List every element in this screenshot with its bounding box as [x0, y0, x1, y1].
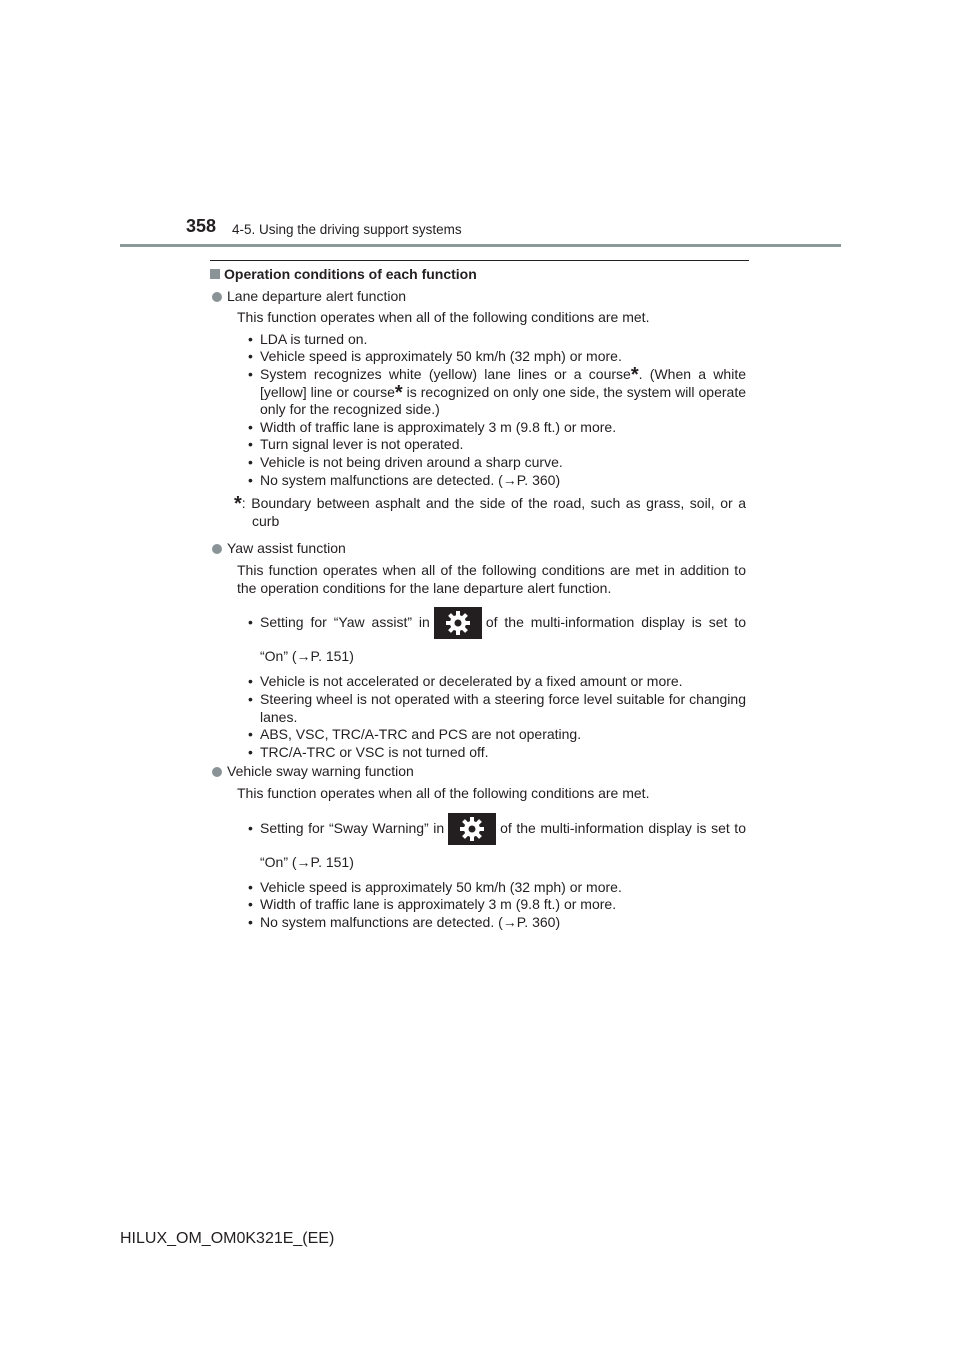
- document-code: HILUX_OM_OM0K321E_(EE): [120, 1230, 335, 1247]
- list-item: [248, 363, 746, 419]
- list-item: • Vehicle speed is approximately 50 km/h (32 mph) or more.: [248, 348, 746, 366]
- list-item-text: is recognized on only one side, the system will operate only for the recognized side.): [260, 383, 746, 418]
- section-heading: [210, 266, 746, 284]
- sway-warning-title: Vehicle sway warning function: [227, 763, 414, 780]
- yaw-assist-intro: This function operates when all of the following conditions are met in addition to the operation conditions for the lane departure alert function.: [237, 561, 746, 596]
- list-item: [248, 811, 746, 879]
- section-title: Operation conditions of each function: [224, 266, 477, 282]
- list-item: • No system malfunctions are detected. (→P. 360): [248, 914, 746, 932]
- lane-departure-conditions: [248, 331, 746, 489]
- footnote-text: : Boundary between asphalt and the side of the road, such as grass, soil, or a curb: [241, 495, 746, 529]
- list-item: • Width of traffic lane is approximately 3 m (9.8 ft.) or more.: [248, 896, 746, 914]
- asterisk-marker: *: [234, 493, 242, 516]
- list-item: • ABS, VSC, TRC/A-TRC and PCS are not operating.: [248, 726, 746, 744]
- header-rule: [120, 244, 841, 247]
- sway-warning-heading: [210, 763, 746, 781]
- list-item: • Steering wheel is not operated with a steering force level suitable for changing lanes.: [248, 691, 746, 726]
- chapter-title: 4-5. Using the driving support systems: [232, 222, 462, 237]
- square-bullet-icon: [210, 269, 220, 279]
- yaw-assist-title: Yaw assist function: [227, 540, 346, 557]
- page-content: [210, 266, 746, 932]
- section-rule: [210, 260, 749, 261]
- list-item-text: of the multi-information display is set to “On” (→P. 151): [260, 614, 746, 665]
- list-item-text: Setting for “Sway Warning” in: [260, 819, 445, 836]
- list-item: • Vehicle is not accelerated or decelerated by a fixed amount or more.: [248, 673, 746, 691]
- lane-departure-title: Lane departure alert function: [227, 287, 407, 304]
- asterisk-marker: *: [630, 363, 639, 386]
- list-item-text: System recognizes white (yellow) lane lines or a course: [260, 365, 631, 382]
- page-number: 358: [186, 216, 217, 236]
- sway-warning-intro: This function operates when all of the following conditions are met.: [237, 784, 650, 801]
- circle-bullet-icon: [212, 767, 222, 777]
- list-item: • Vehicle speed is approximately 50 km/h (32 mph) or more.: [248, 879, 746, 897]
- list-item: • Width of traffic lane is approximately 3 m (9.8 ft.) or more.: [248, 419, 746, 437]
- lane-departure-intro: This function operates when all of the following conditions are met.: [237, 309, 650, 326]
- yaw-assist-conditions: [248, 605, 746, 761]
- asterisk-marker: *: [394, 381, 403, 404]
- lane-departure-heading: [210, 288, 746, 306]
- footnote: [234, 495, 746, 530]
- list-item: • LDA is turned on.: [248, 331, 746, 349]
- gear-icon: [434, 607, 482, 639]
- list-item: • No system malfunctions are detected. (→P. 360): [248, 472, 746, 490]
- list-item-text: . (When a white [yellow] line or course: [260, 365, 746, 400]
- list-item: • Vehicle is not being driven around a sharp curve.: [248, 454, 746, 472]
- circle-bullet-icon: [212, 544, 222, 554]
- list-item: [248, 605, 746, 673]
- list-item-text: Setting for “Yaw assist” in: [260, 614, 430, 631]
- list-item: • TRC/A-TRC or VSC is not turned off.: [248, 744, 746, 762]
- yaw-assist-heading: [210, 540, 746, 558]
- list-item: • Turn signal lever is not operated.: [248, 436, 746, 454]
- list-item-text: of the multi-information display is set to “On” (→P. 151): [260, 819, 746, 870]
- circle-bullet-icon: [212, 292, 222, 302]
- gear-icon: [448, 813, 496, 845]
- sway-warning-conditions: [248, 811, 746, 932]
